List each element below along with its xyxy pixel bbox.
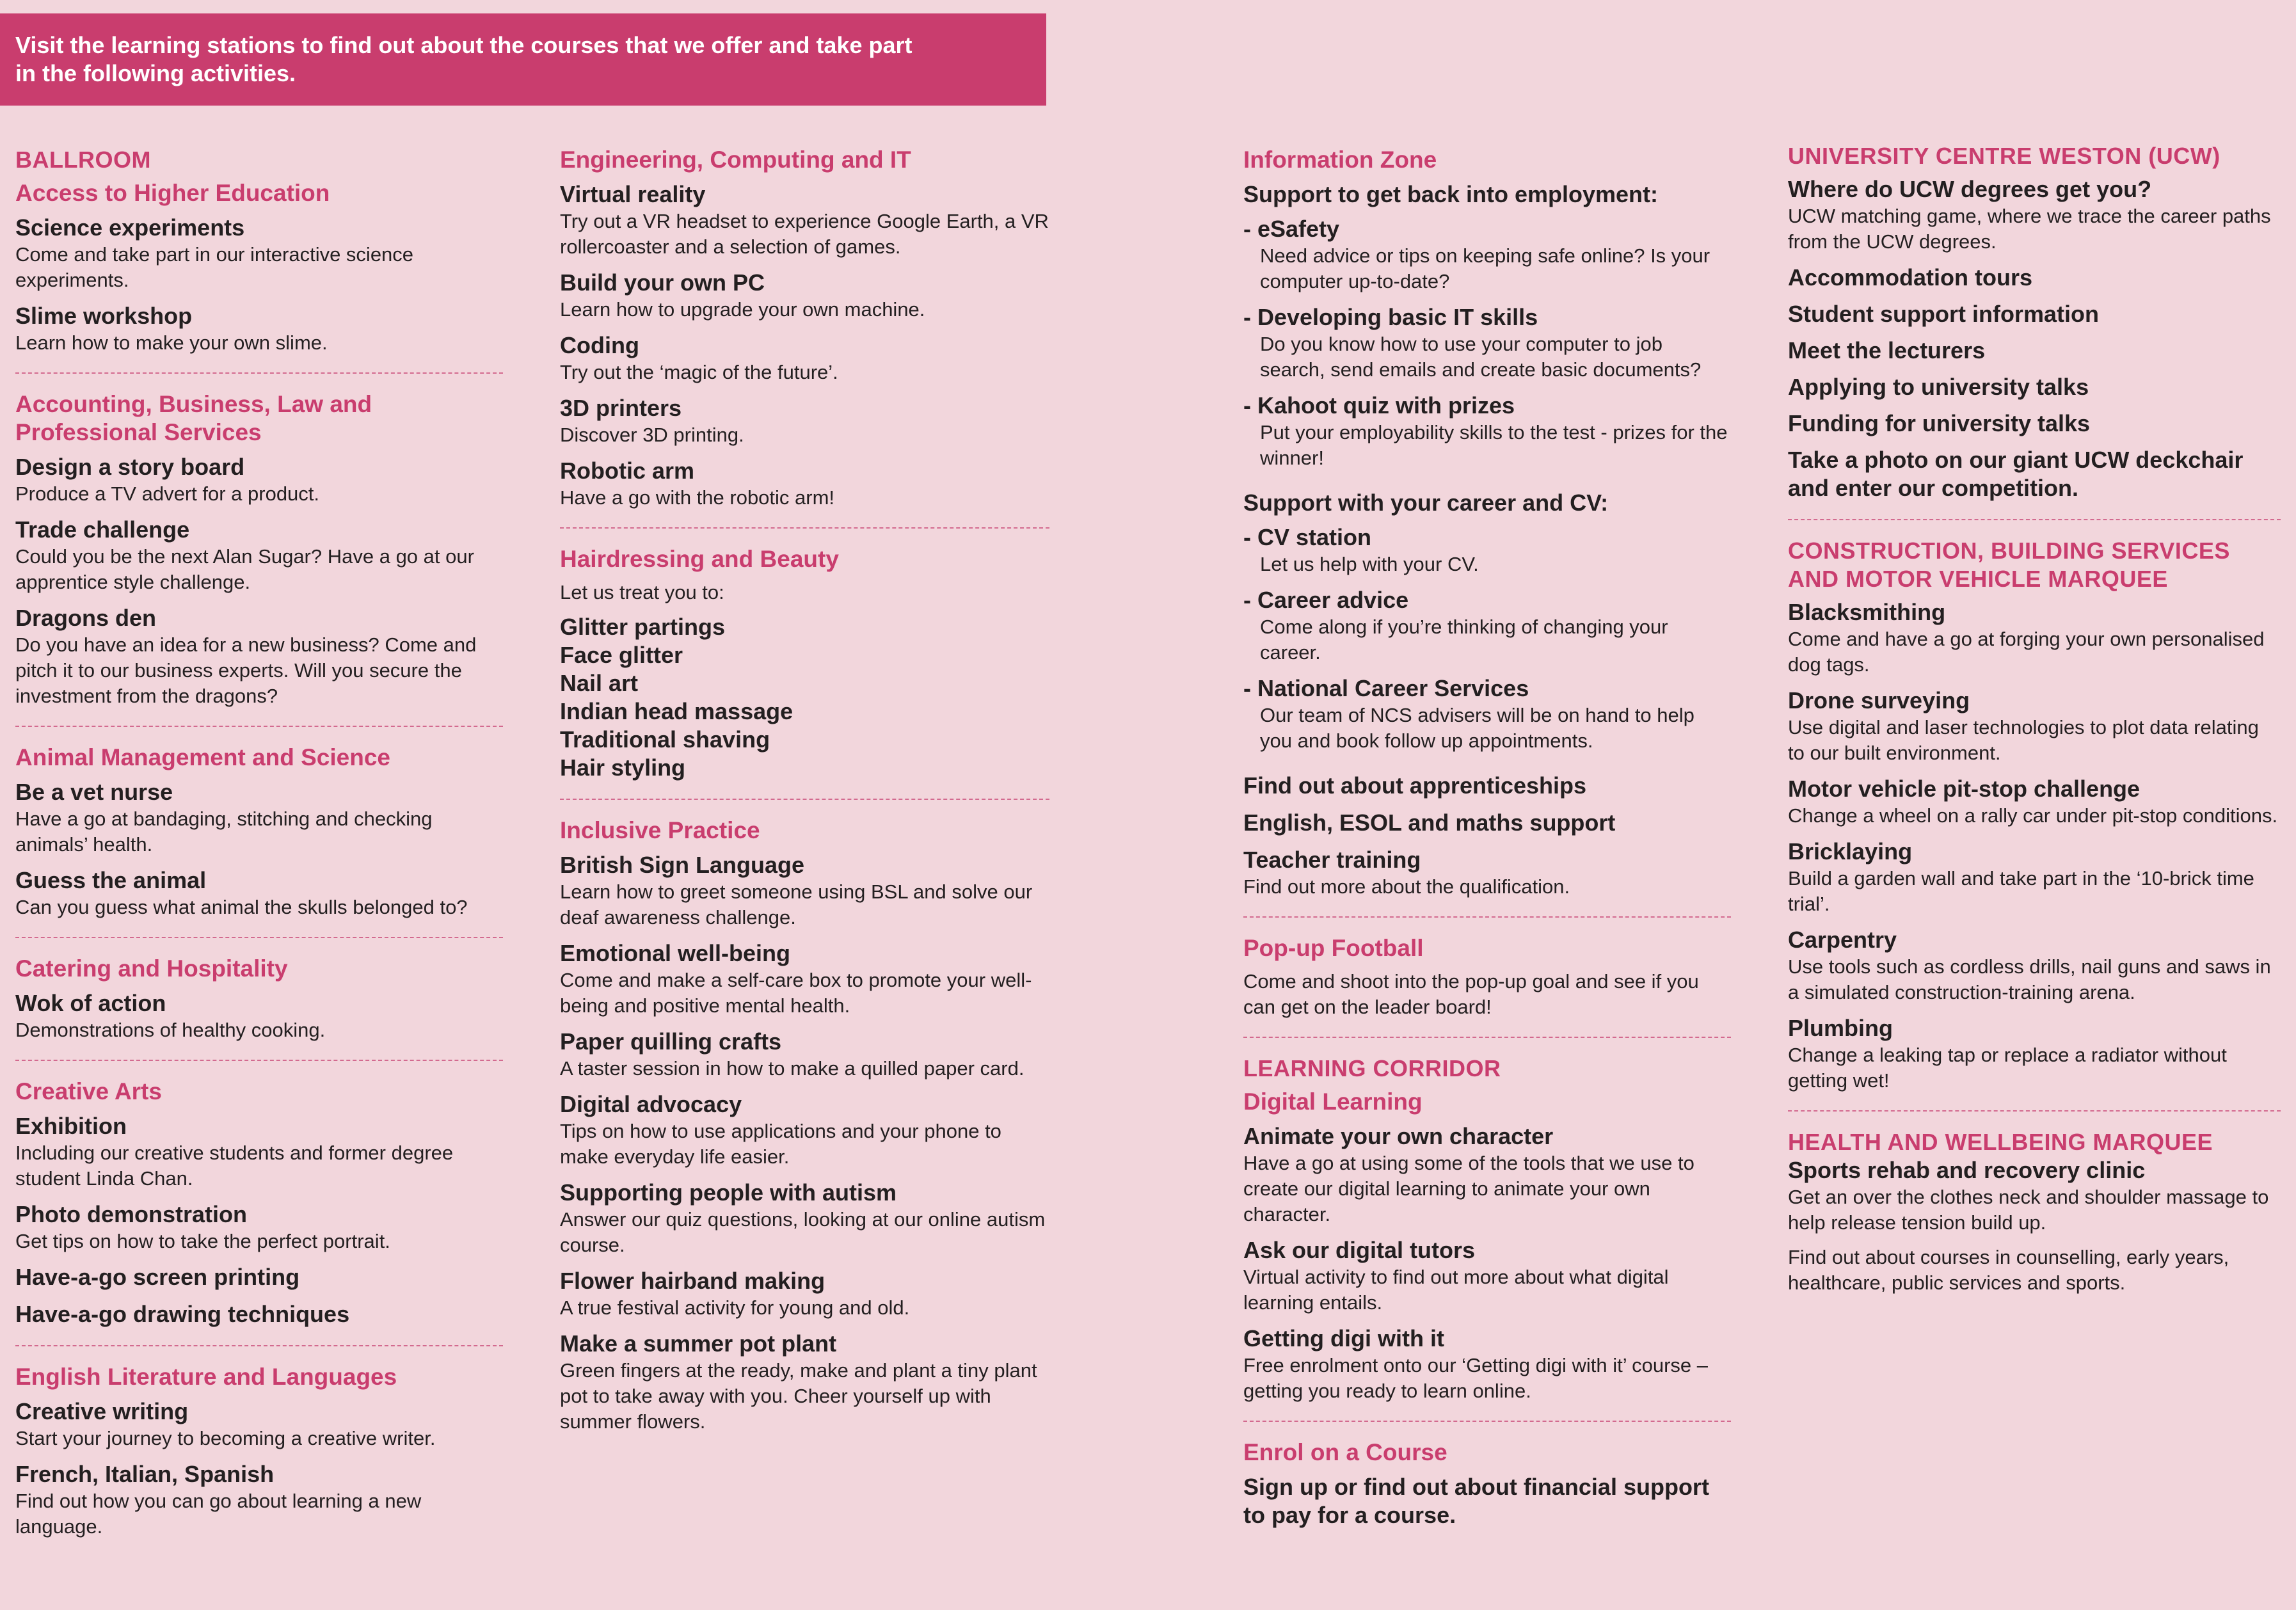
enrol-heading: Enrol on a Course bbox=[1243, 1439, 1447, 1465]
hairdressing-heading: Hairdressing and Beauty bbox=[560, 546, 839, 572]
spacer bbox=[1243, 480, 1731, 489]
activity-item bbox=[1243, 1325, 1731, 1404]
activity-item bbox=[560, 331, 1049, 385]
activity-item bbox=[15, 778, 503, 857]
activity-title: Science experiments bbox=[15, 214, 245, 241]
activity-item bbox=[560, 939, 1049, 1019]
activity-item bbox=[15, 1300, 503, 1328]
activity-title: - National Career Services bbox=[1243, 675, 1529, 701]
activity-description: Use tools such as cordless drills, nail guns and saws in a simulated construction-training arena. bbox=[1788, 955, 2271, 1003]
activity-title: Sports rehab and recovery clinic bbox=[1788, 1157, 2146, 1183]
activity-title: Carpentry bbox=[1788, 927, 1897, 953]
activity-title: Motor vehicle pit-stop challenge bbox=[1788, 776, 2141, 802]
activity-title: Make a summer pot plant bbox=[560, 1330, 837, 1357]
activity-title: Trade challenge bbox=[15, 516, 190, 543]
activity-description: Use digital and laser technologies to plot data relating to our built environment. bbox=[1788, 716, 2259, 764]
activity-description: Produce a TV advert for a product. bbox=[15, 482, 320, 505]
activity-description: Come and make a self-care box to promote your well-being and positive mental health. bbox=[560, 969, 1032, 1017]
activity-description: Could you be the next Alan Sugar? Have a go at our apprentice style challenge. bbox=[15, 545, 474, 593]
information-zone-heading: Information Zone bbox=[1243, 147, 1437, 173]
employment-support-subheading: Support to get back into employment: bbox=[1243, 181, 1659, 207]
construction-heading: CONSTRUCTION, BUILDING SERVICES AND MOTOR VEHICLE MARQUEE bbox=[1788, 538, 2230, 592]
activity-item bbox=[15, 866, 503, 920]
intro-banner-line-1: Visit the learning stations to find out about the courses that we offer and take part bbox=[15, 32, 913, 58]
activity-item bbox=[1243, 809, 1731, 837]
activity-item bbox=[1243, 215, 1731, 294]
activity-item bbox=[560, 394, 1049, 448]
activity-item bbox=[1243, 392, 1731, 471]
activity-item bbox=[560, 1028, 1049, 1081]
ucw-heading: UNIVERSITY CENTRE WESTON (UCW) bbox=[1788, 143, 2220, 169]
activity-description: Discover 3D printing. bbox=[560, 424, 744, 446]
activity-description: Have a go at using some of the tools that we use to create our digital learning to animate your own character. bbox=[1243, 1152, 1694, 1225]
activity-description: Find out more about the qualification. bbox=[1243, 875, 1570, 898]
activity-item bbox=[1243, 772, 1731, 800]
activity-title: Exhibition bbox=[15, 1113, 127, 1139]
activity-item bbox=[1788, 1156, 2281, 1236]
activity-item bbox=[15, 1112, 503, 1192]
football-heading: Pop-up Football bbox=[1243, 935, 1424, 961]
activity-item bbox=[1243, 846, 1731, 900]
activity-item bbox=[15, 453, 503, 507]
activity-title: - Kahoot quiz with prizes bbox=[1243, 392, 1515, 418]
activity-description: Have a go with the robotic arm! bbox=[560, 486, 835, 509]
activity-item bbox=[1243, 586, 1731, 666]
activity-item bbox=[1243, 523, 1731, 577]
activity-title: Teacher training bbox=[1243, 847, 1421, 873]
activity-item bbox=[1243, 303, 1731, 383]
section-divider bbox=[15, 372, 503, 374]
activity-item bbox=[1788, 926, 2281, 1005]
list-item: Hair styling bbox=[560, 754, 686, 781]
activity-item bbox=[1788, 598, 2281, 678]
activity-item bbox=[15, 989, 503, 1043]
activity-item bbox=[560, 457, 1049, 511]
activity-title: Have-a-go screen printing bbox=[15, 1264, 300, 1290]
access-he-heading: Access to Higher Education bbox=[15, 180, 330, 206]
engineering-heading: Engineering, Computing and IT bbox=[560, 147, 911, 173]
activity-title: Animate your own character bbox=[1243, 1123, 1554, 1149]
activity-title: Find out about apprenticeships bbox=[1243, 772, 1587, 799]
column-3 bbox=[1243, 146, 1731, 1529]
activity-description: Virtual activity to find out more about what digital learning entails. bbox=[1243, 1266, 1669, 1314]
activity-description: Change a leaking tap or replace a radiator without getting wet! bbox=[1788, 1044, 2227, 1092]
activity-item bbox=[1788, 775, 2281, 829]
column-4 bbox=[1788, 142, 2281, 1303]
intro-banner-line-2: in the following activities. bbox=[15, 60, 296, 86]
activity-description: Get an over the clothes neck and shoulder massage to help release tension build up. bbox=[1788, 1186, 2269, 1234]
list-item: Student support information bbox=[1788, 301, 2099, 327]
list-item: Nail art bbox=[560, 670, 639, 696]
spacer bbox=[1243, 763, 1731, 772]
activity-description: Answer our quiz questions, looking at our online autism course. bbox=[560, 1208, 1046, 1256]
activity-description: Come and have a go at forging your own personalised dog tags. bbox=[1788, 628, 2265, 676]
activity-title: Build your own PC bbox=[560, 269, 765, 296]
activity-description: Put your employability skills to the test - prizes for the winner! bbox=[1260, 421, 1728, 469]
activity-description: Try out a VR headset to experience Google Earth, a VR rollercoaster and a selection of games. bbox=[560, 210, 1049, 258]
activity-description: Green fingers at the ready, make and plant a tiny plant pot to take away with you. Cheer yourself up with summer flowers. bbox=[560, 1359, 1037, 1433]
football-description: Come and shoot into the pop-up goal and see if you can get on the leader board! bbox=[1243, 970, 1699, 1018]
activity-title: Emotional well-being bbox=[560, 940, 791, 966]
activity-title: Drone surveying bbox=[1788, 687, 1970, 713]
section-divider bbox=[1243, 1421, 1731, 1422]
activity-description: Learn how to upgrade your own machine. bbox=[560, 298, 925, 321]
activity-title: Virtual reality bbox=[560, 181, 706, 207]
section-divider bbox=[15, 937, 503, 938]
activity-title: - Career advice bbox=[1243, 587, 1409, 613]
activity-description: Come and take part in our interactive science experiments. bbox=[15, 243, 414, 291]
activity-description: Get tips on how to take the perfect portrait. bbox=[15, 1230, 390, 1252]
activity-description: Come along if you’re thinking of changing your career. bbox=[1260, 616, 1668, 664]
activity-item bbox=[1243, 1236, 1731, 1316]
inclusive-heading: Inclusive Practice bbox=[560, 817, 760, 843]
activity-item bbox=[15, 1398, 503, 1451]
activity-item bbox=[1788, 1014, 2281, 1094]
activity-title: - CV station bbox=[1243, 524, 1372, 550]
activity-item bbox=[1243, 674, 1731, 754]
list-item: Glitter partings bbox=[560, 614, 726, 640]
digital-learning-heading: Digital Learning bbox=[1243, 1088, 1423, 1115]
section-divider bbox=[15, 726, 503, 727]
health-courses-note: Find out about courses in counselling, early years, healthcare, public services and sports. bbox=[1788, 1246, 2229, 1294]
activity-description: Demonstrations of healthy cooking. bbox=[15, 1019, 326, 1041]
activity-description: Find out how you can go about learning a new language. bbox=[15, 1490, 422, 1538]
section-divider bbox=[1243, 916, 1731, 918]
activity-title: Creative writing bbox=[15, 1398, 189, 1424]
activity-title: Have-a-go drawing techniques bbox=[15, 1301, 350, 1327]
intro-banner bbox=[0, 13, 1046, 106]
activity-title: 3D printers bbox=[560, 395, 682, 421]
activity-description: A true festival activity for young and old. bbox=[560, 1296, 910, 1319]
activity-item bbox=[15, 516, 503, 595]
activity-description: Have a go at bandaging, stitching and checking animals’ health. bbox=[15, 808, 433, 856]
accounting-heading: Accounting, Business, Law and Professional Services bbox=[15, 391, 372, 445]
section-divider bbox=[1788, 519, 2281, 520]
activity-title: Digital advocacy bbox=[560, 1091, 742, 1117]
activity-description: Start your journey to becoming a creative writer. bbox=[15, 1427, 436, 1449]
learning-corridor-heading: LEARNING CORRIDOR bbox=[1243, 1055, 1501, 1081]
activity-title: Photo demonstration bbox=[15, 1201, 247, 1227]
activity-item bbox=[15, 1200, 503, 1254]
activity-item bbox=[560, 269, 1049, 323]
activity-description: Our team of NCS advisers will be on hand to help you and book follow up appointments. bbox=[1260, 704, 1694, 752]
activity-description: Change a wheel on a rally car under pit-stop conditions. bbox=[1788, 804, 2278, 827]
activity-title: British Sign Language bbox=[560, 852, 805, 878]
section-divider bbox=[1243, 1037, 1731, 1038]
activity-description: A taster session in how to make a quilled paper card. bbox=[560, 1057, 1024, 1080]
list-item: Meet the lecturers bbox=[1788, 337, 1986, 363]
ballroom-heading: BALLROOM bbox=[15, 147, 151, 173]
activity-title: Where do UCW degrees get you? bbox=[1788, 176, 2152, 202]
activity-title: Coding bbox=[560, 332, 639, 358]
activity-title: Wok of action bbox=[15, 990, 166, 1016]
activity-description: Learn how to make your own slime. bbox=[15, 331, 328, 354]
activity-description: Try out the ‘magic of the future’. bbox=[560, 361, 838, 383]
column-2 bbox=[560, 146, 1049, 1444]
section-divider bbox=[1788, 1110, 2281, 1112]
activity-item bbox=[560, 1090, 1049, 1170]
activity-description: Need advice or tips on keeping safe online? Is your computer up-to-date? bbox=[1260, 244, 1710, 292]
activity-item bbox=[560, 1267, 1049, 1321]
activity-description: Build a garden wall and take part in the ‘10-brick time trial’. bbox=[1788, 867, 2254, 915]
section-divider bbox=[15, 1060, 503, 1061]
activity-description: UCW matching game, where we trace the career paths from the UCW degrees. bbox=[1788, 205, 2271, 253]
catering-heading: Catering and Hospitality bbox=[15, 955, 288, 982]
activity-description: Including our creative students and former degree student Linda Chan. bbox=[15, 1142, 454, 1190]
activity-title: Plumbing bbox=[1788, 1015, 1893, 1041]
activity-title: Blacksmithing bbox=[1788, 599, 1946, 625]
activity-title: Dragons den bbox=[15, 605, 157, 631]
list-item: Take a photo on our giant UCW deckchair and enter our competition. bbox=[1788, 447, 2244, 501]
activity-item bbox=[560, 1179, 1049, 1258]
list-item: Funding for university talks bbox=[1788, 410, 2091, 436]
activity-title: - eSafety bbox=[1243, 216, 1340, 242]
list-item: Indian head massage bbox=[560, 698, 793, 724]
activity-item bbox=[1243, 1122, 1731, 1227]
section-divider bbox=[560, 799, 1049, 800]
activity-item bbox=[560, 1330, 1049, 1435]
animal-heading: Animal Management and Science bbox=[15, 744, 391, 770]
creative-arts-heading: Creative Arts bbox=[15, 1078, 162, 1104]
health-heading: HEALTH AND WELLBEING MARQUEE bbox=[1788, 1129, 2213, 1155]
activity-description: Free enrolment onto our ‘Getting digi with it’ course – getting you ready to learn online. bbox=[1243, 1354, 1708, 1402]
activity-title: - Developing basic IT skills bbox=[1243, 304, 1538, 330]
activity-title: Paper quilling crafts bbox=[560, 1028, 782, 1055]
section-divider bbox=[15, 1345, 503, 1346]
activity-item bbox=[15, 1460, 503, 1540]
activity-item bbox=[560, 851, 1049, 930]
treatment-list bbox=[560, 613, 1049, 782]
activity-title: Ask our digital tutors bbox=[1243, 1237, 1476, 1263]
activity-title: Bricklaying bbox=[1788, 838, 1913, 865]
english-heading: English Literature and Languages bbox=[15, 1364, 397, 1390]
activity-description: Tips on how to use applications and your phone to make everyday life easier. bbox=[560, 1120, 1001, 1168]
activity-title: Supporting people with autism bbox=[560, 1179, 897, 1206]
list-item: Accommodation tours bbox=[1788, 264, 2033, 291]
activity-title: French, Italian, Spanish bbox=[15, 1461, 275, 1487]
activity-title: English, ESOL and maths support bbox=[1243, 809, 1616, 836]
activity-item bbox=[560, 180, 1049, 260]
list-item: Applying to university talks bbox=[1788, 374, 2089, 400]
activity-description: Let us help with your CV. bbox=[1260, 553, 1479, 575]
career-support-subheading: Support with your career and CV: bbox=[1243, 490, 1609, 516]
activity-item bbox=[1788, 175, 2281, 255]
activity-title: Robotic arm bbox=[560, 458, 695, 484]
activity-item bbox=[15, 1263, 503, 1291]
activity-title: Design a story board bbox=[15, 454, 245, 480]
hairdressing-intro: Let us treat you to: bbox=[560, 581, 724, 603]
activity-description: Do you have an idea for a new business? Come and pitch it to our business experts. Will you secure the investment from the dragons? bbox=[15, 634, 477, 707]
list-item: Traditional shaving bbox=[560, 726, 770, 753]
enrol-text: Sign up or find out about financial support to pay for a course. bbox=[1243, 1474, 1709, 1528]
activity-title: Flower hairband making bbox=[560, 1268, 825, 1294]
ucw-list bbox=[1788, 264, 2281, 502]
activity-item bbox=[15, 214, 503, 293]
activity-item bbox=[1788, 838, 2281, 917]
activity-item bbox=[15, 302, 503, 356]
activity-title: Getting digi with it bbox=[1243, 1325, 1444, 1351]
activity-description: Learn how to greet someone using BSL and solve our deaf awareness challenge. bbox=[560, 881, 1033, 929]
column-1 bbox=[15, 146, 503, 1549]
activity-title: Be a vet nurse bbox=[15, 779, 173, 805]
activity-item bbox=[15, 604, 503, 709]
list-item: Face glitter bbox=[560, 642, 683, 668]
activity-item bbox=[1788, 687, 2281, 766]
activity-title: Guess the animal bbox=[15, 867, 207, 893]
section-divider bbox=[560, 527, 1049, 529]
activity-description: Do you know how to use your computer to job search, send emails and create basic documents? bbox=[1260, 333, 1702, 381]
activity-title: Slime workshop bbox=[15, 303, 193, 329]
activity-description: Can you guess what animal the skulls belonged to? bbox=[15, 896, 468, 918]
